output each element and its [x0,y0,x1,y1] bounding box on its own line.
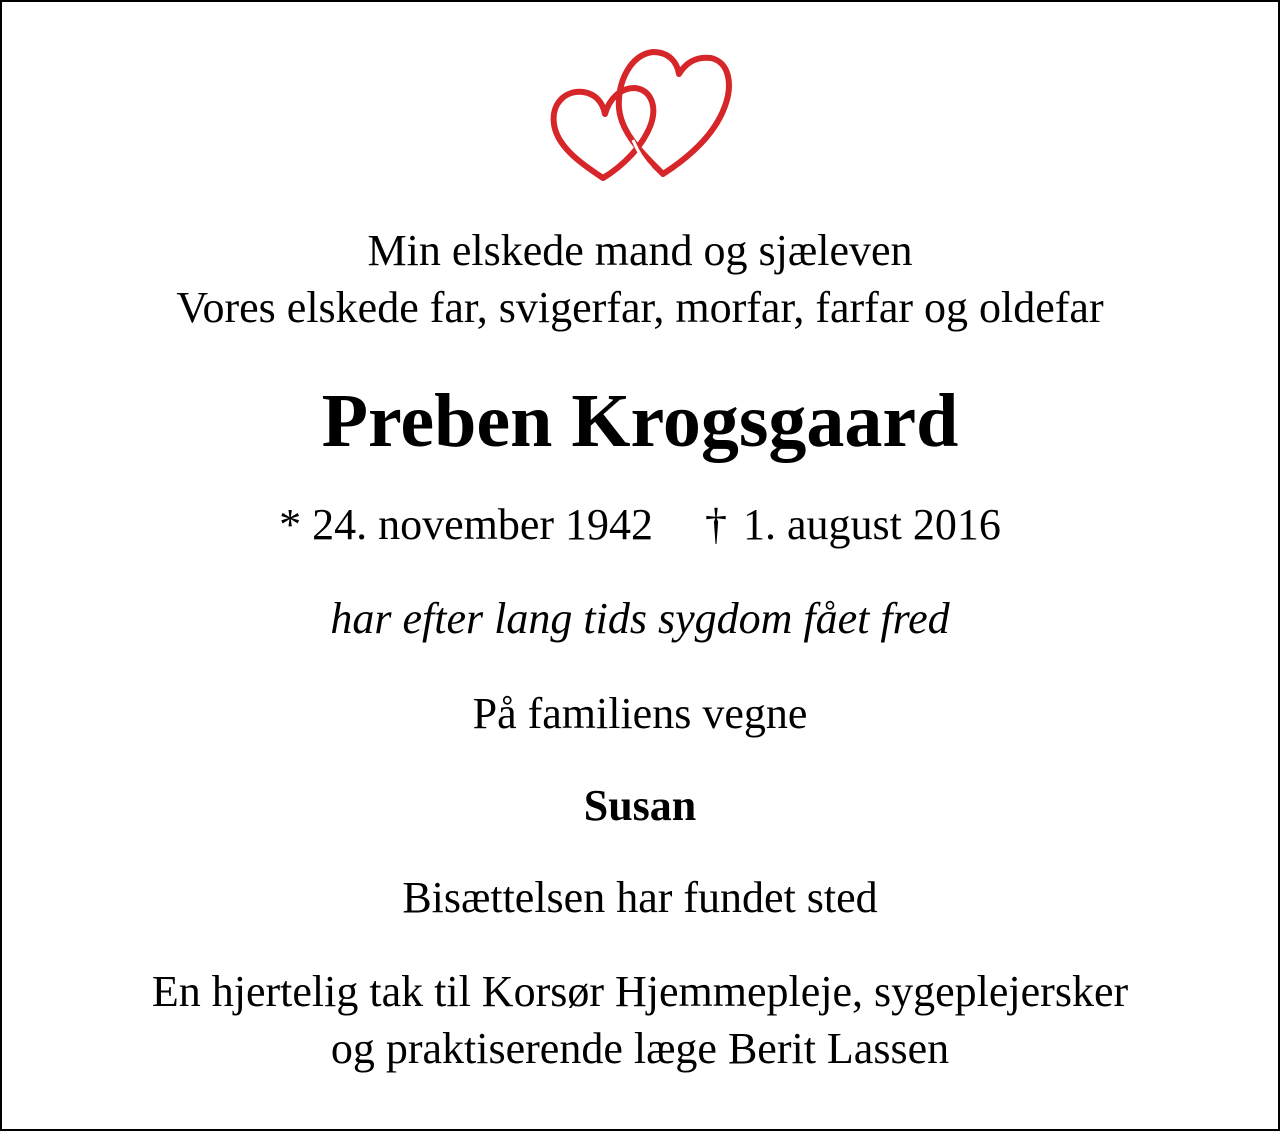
funeral-line: Bisættelsen har fundet sted [402,873,878,922]
born-date: 24. november 1942 [312,500,654,549]
behalf-line: På familiens vegne [472,689,808,738]
thanks-line-1: En hjertelig tak til Korsør Hjemmepleje, sygeplejersker [151,967,1129,1016]
died-date: 1. august 2016 [743,500,1001,549]
thanks-line-2: og praktiserende læge Berit Lassen [330,1024,950,1073]
intro-line-1: Min elskede mand og sjæleven [367,226,913,275]
rest-line: har efter lang tids sygdom fået fred [330,594,950,643]
signer-name: Susan [583,781,697,830]
died-symbol: † [705,500,728,549]
deceased-name: Preben Krogsgaard [321,379,959,463]
intertwined-hearts-icon [545,44,735,184]
born-symbol: * [279,500,302,549]
intro-line-2: Vores elskede far, svigerfar, morfar, farfar og oldefar [176,283,1104,332]
life-dates [0,500,1280,549]
